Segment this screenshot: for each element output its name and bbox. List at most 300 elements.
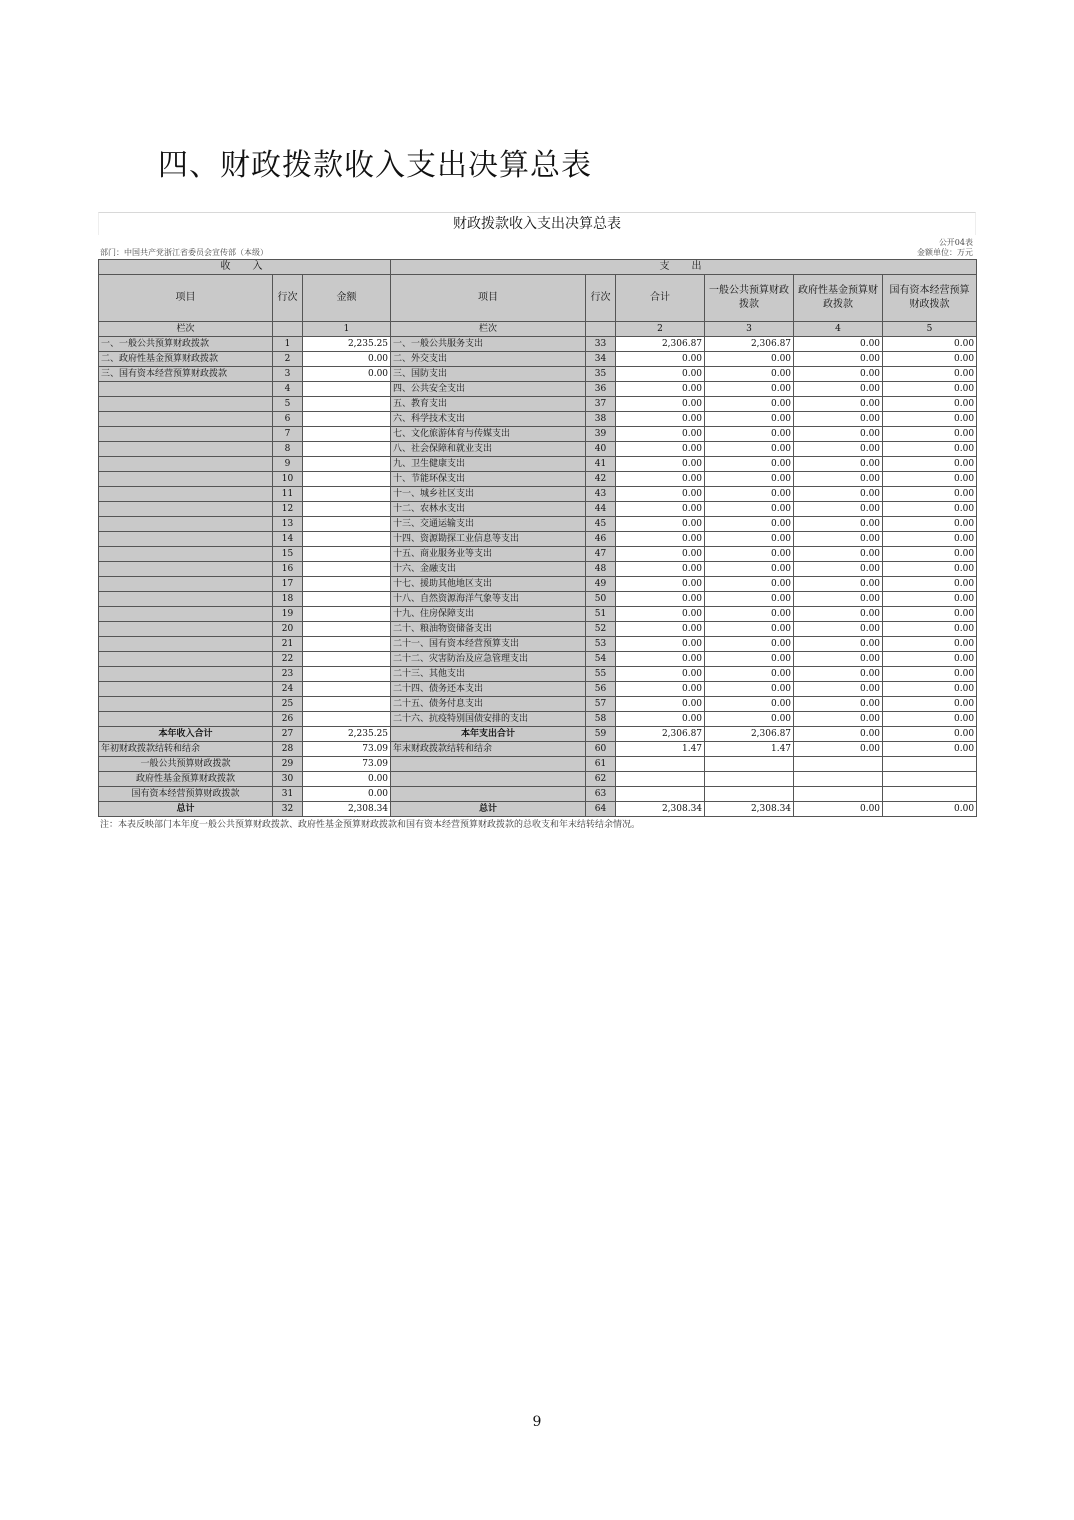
expense-item: 十三、交通运输支出: [391, 517, 586, 532]
expense-gov-fund: 0.00: [794, 502, 883, 517]
income-item: [99, 712, 273, 727]
expense-gov-fund: [794, 772, 883, 787]
expense-row-no: 60: [586, 742, 616, 757]
expense-state-capital: 0.00: [883, 382, 977, 397]
income-amount: [303, 472, 391, 487]
expense-general-budget: 0.00: [705, 562, 794, 577]
expense-gov-fund: 0.00: [794, 472, 883, 487]
expense-row-no: 43: [586, 487, 616, 502]
expense-state-capital: 0.00: [883, 457, 977, 472]
income-item: [99, 652, 273, 667]
expense-total: 2,308.34: [616, 802, 705, 817]
income-amount: 2,235.25: [303, 727, 391, 742]
expense-gov-fund: 0.00: [794, 727, 883, 742]
income-amount: [303, 697, 391, 712]
expense-total: 0.00: [616, 412, 705, 427]
col-row-no-expense: 行次: [586, 275, 616, 322]
col-number-label: 栏次: [99, 322, 273, 337]
expense-total: 0.00: [616, 652, 705, 667]
annual-total-row: [99, 727, 977, 742]
expense-state-capital: 0.00: [883, 442, 977, 457]
expense-row-no: 59: [586, 727, 616, 742]
income-item: 本年收入合计: [99, 727, 273, 742]
expense-general-budget: [705, 772, 794, 787]
carry-sub-row: [99, 787, 977, 802]
table-row: [99, 397, 977, 412]
income-item: 一、一般公共预算财政拨款: [99, 337, 273, 352]
expense-general-budget: 0.00: [705, 442, 794, 457]
expense-general-budget: 1.47: [705, 742, 794, 757]
expense-row-no: 46: [586, 532, 616, 547]
expense-gov-fund: 0.00: [794, 742, 883, 757]
income-row-no: 3: [273, 367, 303, 382]
expense-state-capital: 0.00: [883, 547, 977, 562]
expense-row-no: 61: [586, 757, 616, 772]
expense-row-no: 62: [586, 772, 616, 787]
expense-general-budget: 0.00: [705, 697, 794, 712]
table-row: [99, 637, 977, 652]
expense-total: [616, 772, 705, 787]
table-row: [99, 502, 977, 517]
expense-total: 0.00: [616, 502, 705, 517]
expense-row-no: 34: [586, 352, 616, 367]
table-code: 公开04表: [938, 238, 973, 247]
income-item: 年初财政拨款结转和结余: [99, 742, 273, 757]
income-row-no: 30: [273, 772, 303, 787]
income-row-no: 16: [273, 562, 303, 577]
expense-gov-fund: 0.00: [794, 682, 883, 697]
expense-row-no: 33: [586, 337, 616, 352]
income-row-no: 8: [273, 442, 303, 457]
expense-item: 十六、金融支出: [391, 562, 586, 577]
income-row-no: 9: [273, 457, 303, 472]
income-item: 政府性基金预算财政拨款: [99, 772, 273, 787]
expense-row-no: 36: [586, 382, 616, 397]
expense-general-budget: 0.00: [705, 607, 794, 622]
budget-sheet: [98, 212, 976, 833]
expense-row-no: 50: [586, 592, 616, 607]
expense-gov-fund: 0.00: [794, 352, 883, 367]
expense-general-budget: 0.00: [705, 502, 794, 517]
income-amount: [303, 397, 391, 412]
expense-state-capital: 0.00: [883, 652, 977, 667]
income-item: [99, 637, 273, 652]
expense-general-budget: 0.00: [705, 652, 794, 667]
expense-gov-fund: 0.00: [794, 637, 883, 652]
expense-state-capital: 0.00: [883, 517, 977, 532]
expense-state-capital: 0.00: [883, 487, 977, 502]
income-row-no: 10: [273, 472, 303, 487]
income-item: 总计: [99, 802, 273, 817]
section-header-row: [99, 260, 977, 275]
expense-total: 0.00: [616, 682, 705, 697]
income-item: 一般公共预算财政拨款: [99, 757, 273, 772]
income-row-no: 25: [273, 697, 303, 712]
income-amount: 0.00: [303, 367, 391, 382]
income-item: [99, 487, 273, 502]
expense-item: 一、一般公共服务支出: [391, 337, 586, 352]
expense-gov-fund: 0.00: [794, 667, 883, 682]
income-row-no: 11: [273, 487, 303, 502]
expense-gov-fund: 0.00: [794, 607, 883, 622]
expense-state-capital: 0.00: [883, 532, 977, 547]
expense-general-budget: 0.00: [705, 547, 794, 562]
expense-total: 0.00: [616, 487, 705, 502]
expense-total: 0.00: [616, 352, 705, 367]
expense-row-no: 47: [586, 547, 616, 562]
expense-state-capital: 0.00: [883, 397, 977, 412]
income-item: [99, 382, 273, 397]
expense-gov-fund: 0.00: [794, 442, 883, 457]
expense-total: 0.00: [616, 592, 705, 607]
expense-item: 二十六、抗疫特别国债安排的支出: [391, 712, 586, 727]
income-amount: [303, 637, 391, 652]
expense-item: 本年支出合计: [391, 727, 586, 742]
expense-state-capital: 0.00: [883, 367, 977, 382]
expense-header: 支 出: [391, 260, 977, 275]
expense-row-no: 37: [586, 397, 616, 412]
income-row-no: 14: [273, 532, 303, 547]
income-row-no: 21: [273, 637, 303, 652]
expense-gov-fund: 0.00: [794, 547, 883, 562]
expense-item: 三、国防支出: [391, 367, 586, 382]
expense-state-capital: 0.00: [883, 697, 977, 712]
expense-general-budget: 0.00: [705, 382, 794, 397]
col-number-1: 1: [303, 322, 391, 337]
income-amount: [303, 487, 391, 502]
expense-row-no: 48: [586, 562, 616, 577]
expense-state-capital: 0.00: [883, 352, 977, 367]
income-amount: 73.09: [303, 757, 391, 772]
expense-total: 2,306.87: [616, 727, 705, 742]
income-row-no: 5: [273, 397, 303, 412]
table-row: [99, 532, 977, 547]
expense-total: 0.00: [616, 607, 705, 622]
expense-total: 0.00: [616, 367, 705, 382]
expense-item: [391, 757, 586, 772]
expense-total: 0.00: [616, 382, 705, 397]
page-number: 9: [532, 1414, 542, 1430]
income-amount: [303, 562, 391, 577]
table-row: [99, 337, 977, 352]
expense-general-budget: 0.00: [705, 352, 794, 367]
income-row-no: 28: [273, 742, 303, 757]
expense-general-budget: 0.00: [705, 712, 794, 727]
expense-total: 0.00: [616, 442, 705, 457]
unit-label: 金额单位：万元: [917, 248, 973, 257]
expense-state-capital: 0.00: [883, 712, 977, 727]
expense-state-capital: 0.00: [883, 622, 977, 637]
expense-state-capital: [883, 787, 977, 802]
expense-gov-fund: 0.00: [794, 487, 883, 502]
expense-item: 七、文化旅游体育与传媒支出: [391, 427, 586, 442]
col-row-no-income: 行次: [273, 275, 303, 322]
income-row-no: 17: [273, 577, 303, 592]
expense-gov-fund: 0.00: [794, 517, 883, 532]
budget-table: [98, 259, 977, 817]
expense-gov-fund: [794, 787, 883, 802]
expense-item: 八、社会保障和就业支出: [391, 442, 586, 457]
col-gov-fund: 政府性基金预算财政拨款: [794, 275, 883, 322]
department-label: 部门：中国共产党浙江省委员会宣传部（本级）: [100, 248, 268, 257]
income-item: [99, 592, 273, 607]
expense-state-capital: 0.00: [883, 502, 977, 517]
expense-row-no: 40: [586, 442, 616, 457]
expense-item: 九、卫生健康支出: [391, 457, 586, 472]
expense-state-capital: 0.00: [883, 427, 977, 442]
income-item: [99, 457, 273, 472]
expense-total: 0.00: [616, 577, 705, 592]
expense-row-no: 42: [586, 472, 616, 487]
income-amount: [303, 652, 391, 667]
expense-item: 二十二、灾害防治及应急管理支出: [391, 652, 586, 667]
expense-general-budget: 2,306.87: [705, 337, 794, 352]
col-state-capital: 国有资本经营预算财政拨款: [883, 275, 977, 322]
table-row: [99, 517, 977, 532]
income-amount: 73.09: [303, 742, 391, 757]
income-row-no: 2: [273, 352, 303, 367]
carry-sub-row: [99, 772, 977, 787]
expense-total: 2,306.87: [616, 337, 705, 352]
expense-gov-fund: 0.00: [794, 622, 883, 637]
expense-general-budget: 2,306.87: [705, 727, 794, 742]
expense-total: 0.00: [616, 397, 705, 412]
expense-item: 十五、商业服务业等支出: [391, 547, 586, 562]
income-item: [99, 472, 273, 487]
table-row: [99, 592, 977, 607]
income-item: [99, 577, 273, 592]
income-item: [99, 397, 273, 412]
income-item: [99, 607, 273, 622]
table-row: [99, 442, 977, 457]
expense-total: 1.47: [616, 742, 705, 757]
income-row-no: 4: [273, 382, 303, 397]
section-heading: 四、财政拨款收入支出决算总表: [158, 148, 592, 183]
expense-general-budget: 0.00: [705, 682, 794, 697]
table-row: [99, 367, 977, 382]
income-item: 三、国有资本经营预算财政拨款: [99, 367, 273, 382]
expense-gov-fund: 0.00: [794, 367, 883, 382]
expense-general-budget: 0.00: [705, 667, 794, 682]
expense-gov-fund: 0.00: [794, 802, 883, 817]
expense-row-no: 57: [586, 697, 616, 712]
table-row: [99, 412, 977, 427]
expense-general-budget: 0.00: [705, 577, 794, 592]
expense-total: 0.00: [616, 697, 705, 712]
table-row: [99, 457, 977, 472]
expense-state-capital: 0.00: [883, 742, 977, 757]
expense-total: [616, 757, 705, 772]
income-amount: [303, 382, 391, 397]
income-amount: [303, 607, 391, 622]
expense-general-budget: 0.00: [705, 472, 794, 487]
expense-state-capital: 0.00: [883, 682, 977, 697]
table-row: [99, 487, 977, 502]
income-row-no: 15: [273, 547, 303, 562]
expense-gov-fund: 0.00: [794, 592, 883, 607]
expense-row-no: 45: [586, 517, 616, 532]
income-amount: 0.00: [303, 352, 391, 367]
expense-state-capital: 0.00: [883, 802, 977, 817]
expense-general-budget: 0.00: [705, 397, 794, 412]
income-item: [99, 502, 273, 517]
income-amount: [303, 427, 391, 442]
table-row: [99, 562, 977, 577]
col-item-expense: 项目: [391, 275, 586, 322]
table-row: [99, 682, 977, 697]
income-row-no: 18: [273, 592, 303, 607]
income-amount: [303, 442, 391, 457]
expense-row-no: 35: [586, 367, 616, 382]
income-amount: [303, 502, 391, 517]
expense-total: 0.00: [616, 637, 705, 652]
income-item: [99, 442, 273, 457]
expense-general-budget: 0.00: [705, 517, 794, 532]
income-amount: [303, 682, 391, 697]
expense-state-capital: 0.00: [883, 562, 977, 577]
expense-row-no: 53: [586, 637, 616, 652]
table-row: [99, 712, 977, 727]
income-row-no: 22: [273, 652, 303, 667]
expense-total: 0.00: [616, 562, 705, 577]
expense-total: 0.00: [616, 547, 705, 562]
income-item: [99, 562, 273, 577]
expense-gov-fund: 0.00: [794, 397, 883, 412]
income-row-no: 13: [273, 517, 303, 532]
expense-row-no: 55: [586, 667, 616, 682]
income-item: [99, 697, 273, 712]
carry-sub-row: [99, 757, 977, 772]
expense-gov-fund: 0.00: [794, 457, 883, 472]
income-amount: [303, 457, 391, 472]
table-row: [99, 352, 977, 367]
income-row-no: 29: [273, 757, 303, 772]
expense-item: 五、教育支出: [391, 397, 586, 412]
expense-total: 0.00: [616, 427, 705, 442]
expense-item: 十八、自然资源海洋气象等支出: [391, 592, 586, 607]
income-row-no: 27: [273, 727, 303, 742]
expense-general-budget: 0.00: [705, 367, 794, 382]
expense-gov-fund: 0.00: [794, 577, 883, 592]
expense-item: 二、外交支出: [391, 352, 586, 367]
expense-gov-fund: 0.00: [794, 337, 883, 352]
expense-item: 十七、援助其他地区支出: [391, 577, 586, 592]
expense-gov-fund: 0.00: [794, 532, 883, 547]
expense-item: 四、公共安全支出: [391, 382, 586, 397]
table-row: [99, 427, 977, 442]
expense-total: [616, 787, 705, 802]
expense-state-capital: 0.00: [883, 727, 977, 742]
expense-item: 十一、城乡社区支出: [391, 487, 586, 502]
expense-item: 二十五、债务付息支出: [391, 697, 586, 712]
income-item: [99, 667, 273, 682]
col-total: 合计: [616, 275, 705, 322]
expense-general-budget: 0.00: [705, 622, 794, 637]
expense-row-no: 39: [586, 427, 616, 442]
expense-total: 0.00: [616, 472, 705, 487]
column-header-row: [99, 275, 977, 322]
table-row: [99, 472, 977, 487]
income-row-no: 1: [273, 337, 303, 352]
expense-row-no: 38: [586, 412, 616, 427]
income-amount: 2,308.34: [303, 802, 391, 817]
expense-item: 年末财政拨款结转和结余: [391, 742, 586, 757]
expense-item: 二十、粮油物资储备支出: [391, 622, 586, 637]
income-item: [99, 622, 273, 637]
income-amount: [303, 532, 391, 547]
expense-item: 十四、资源勘探工业信息等支出: [391, 532, 586, 547]
income-header: 收 入: [99, 260, 391, 275]
expense-gov-fund: 0.00: [794, 382, 883, 397]
expense-general-budget: 0.00: [705, 412, 794, 427]
expense-state-capital: 0.00: [883, 412, 977, 427]
income-amount: [303, 412, 391, 427]
expense-gov-fund: 0.00: [794, 652, 883, 667]
income-item: [99, 412, 273, 427]
income-amount: 0.00: [303, 772, 391, 787]
expense-row-no: 54: [586, 652, 616, 667]
expense-total: 0.00: [616, 517, 705, 532]
expense-state-capital: 0.00: [883, 337, 977, 352]
expense-item: [391, 787, 586, 802]
expense-state-capital: 0.00: [883, 607, 977, 622]
expense-item: 总计: [391, 802, 586, 817]
income-amount: [303, 517, 391, 532]
income-row-no: 24: [273, 682, 303, 697]
income-row-no: 31: [273, 787, 303, 802]
expense-general-budget: [705, 757, 794, 772]
table-row: [99, 622, 977, 637]
expense-row-no: 41: [586, 457, 616, 472]
expense-row-no: 58: [586, 712, 616, 727]
expense-item: 十九、住房保障支出: [391, 607, 586, 622]
expense-item: 二十三、其他支出: [391, 667, 586, 682]
expense-gov-fund: 0.00: [794, 412, 883, 427]
expense-gov-fund: 0.00: [794, 427, 883, 442]
expense-row-no: 56: [586, 682, 616, 697]
expense-state-capital: 0.00: [883, 472, 977, 487]
col-general-budget: 一般公共预算财政拨款: [705, 275, 794, 322]
expense-item: 二十四、债务还本支出: [391, 682, 586, 697]
income-amount: [303, 622, 391, 637]
income-row-no: 26: [273, 712, 303, 727]
income-row-no: 6: [273, 412, 303, 427]
table-row: [99, 547, 977, 562]
expense-row-no: 64: [586, 802, 616, 817]
col-number-3: 3: [705, 322, 794, 337]
expense-general-budget: 0.00: [705, 427, 794, 442]
income-item: [99, 547, 273, 562]
income-item: [99, 517, 273, 532]
income-row-no: 32: [273, 802, 303, 817]
table-row: [99, 382, 977, 397]
expense-row-no: 49: [586, 577, 616, 592]
expense-general-budget: 0.00: [705, 592, 794, 607]
expense-state-capital: 0.00: [883, 592, 977, 607]
expense-state-capital: [883, 772, 977, 787]
expense-state-capital: 0.00: [883, 667, 977, 682]
income-amount: [303, 547, 391, 562]
income-row-no: 19: [273, 607, 303, 622]
income-amount: [303, 667, 391, 682]
expense-state-capital: 0.00: [883, 637, 977, 652]
expense-item: 六、科学技术支出: [391, 412, 586, 427]
income-item: [99, 427, 273, 442]
expense-item: 十、节能环保支出: [391, 472, 586, 487]
expense-gov-fund: 0.00: [794, 562, 883, 577]
expense-row-no: 52: [586, 622, 616, 637]
expense-general-budget: 0.00: [705, 532, 794, 547]
